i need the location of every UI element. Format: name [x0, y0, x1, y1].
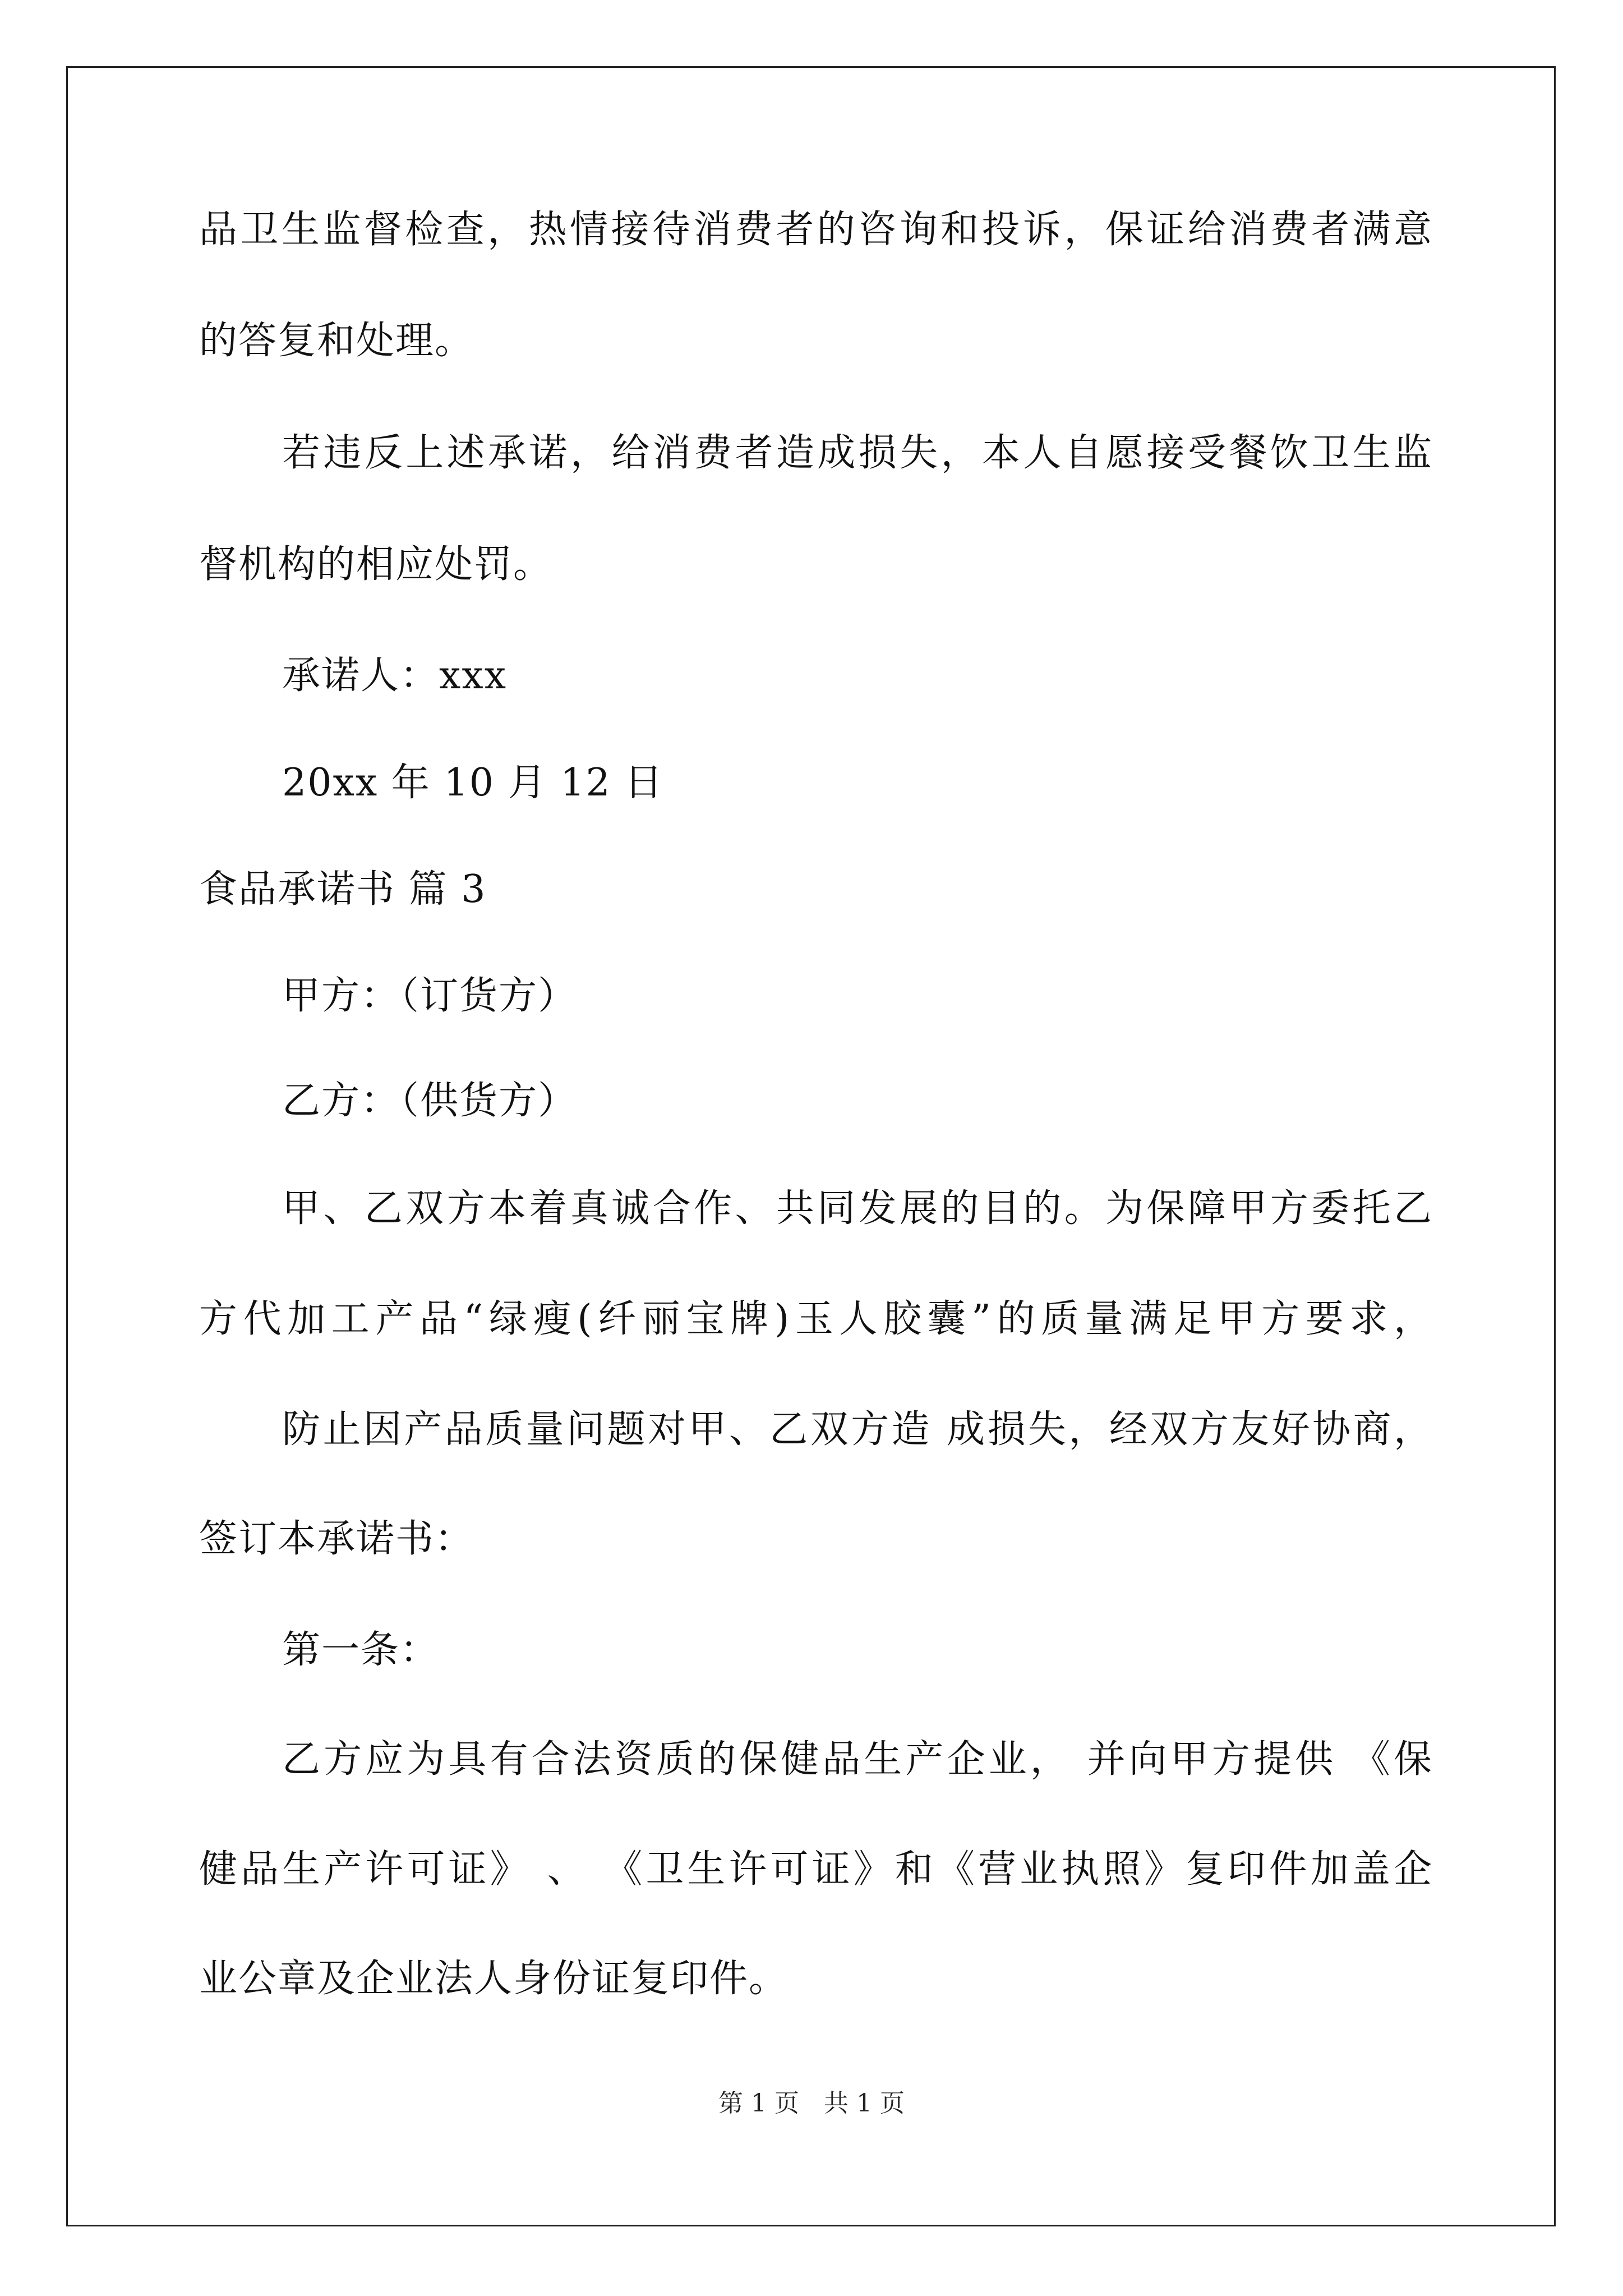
text-line: 业公章及企业法人身份证复印件。 [199, 1957, 789, 2001]
text-line: 签订本承诺书： [199, 1517, 474, 1561]
text-line: 甲、乙双方本着真诚合作、共同发展的目的。为保障甲方委托乙 [282, 1186, 1433, 1231]
text-line: 乙方应为具有合法资质的保健品生产企业， 并向甲方提供 《保 [282, 1737, 1433, 1782]
text-line: 品卫生监督检查，热情接待消费者的咨询和投诉，保证给消费者满意 [199, 208, 1433, 252]
text-line: 健品生产许可证》 、 《卫生许可证》和《营业执照》复印件加盖企 [199, 1847, 1433, 1892]
page-footer: 第 1 页 共 1 页 [718, 2089, 905, 2118]
page-border [66, 66, 1556, 2226]
text-line: 防止因产品质量问题对甲、乙双方造 成损失，经双方友好协商， [282, 1407, 1433, 1452]
party-a-line: 甲方：（订货方） [282, 974, 578, 1018]
text-line: 若违反上述承诺，给消费者造成损失，本人自愿接受餐饮卫生监 [282, 431, 1433, 475]
section-heading: 食品承诺书 篇 3 [199, 867, 487, 912]
date-line: 20xx 年 10 月 12 日 [282, 761, 664, 805]
article-heading: 第一条： [282, 1628, 440, 1672]
text-line: 方代加工产品“绿瘦(纤丽宝牌)玉人胶囊”的质量满足甲方要求， [199, 1297, 1433, 1341]
text-line: 督机构的相应处罚。 [199, 542, 553, 587]
party-b-line: 乙方：（供货方） [282, 1079, 578, 1123]
text-line: 的答复和处理。 [199, 319, 474, 363]
signatory-line: 承诺人：xxx [282, 654, 508, 698]
